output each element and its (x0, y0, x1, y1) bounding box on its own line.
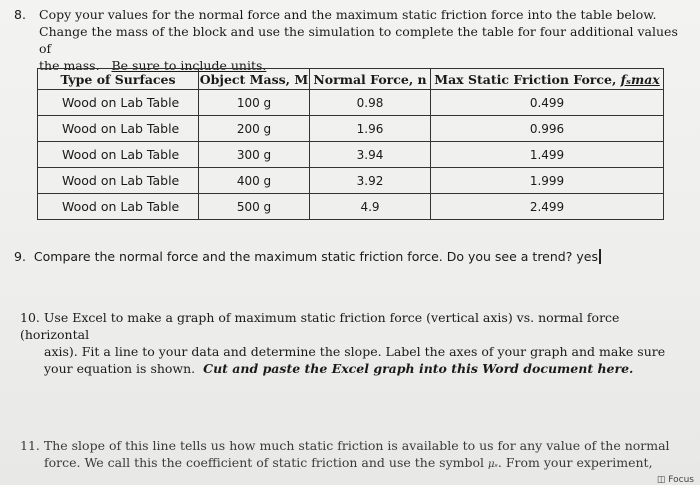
cell-mass[interactable]: 300 g (199, 142, 310, 168)
cell-surface[interactable]: Wood on Lab Table (38, 90, 199, 116)
question-9-number: 9. (14, 249, 26, 264)
cell-surface[interactable]: Wood on Lab Table (38, 142, 199, 168)
question-9 (14, 248, 690, 265)
cell-surface[interactable]: Wood on Lab Table (38, 116, 199, 142)
focus-mode-button[interactable] (657, 475, 694, 485)
cell-normal-force[interactable]: 0.98 (310, 90, 431, 116)
cell-friction[interactable]: 1.499 (431, 142, 664, 168)
data-table (37, 68, 664, 220)
question-11-number: 11. (20, 438, 40, 453)
cell-mass[interactable]: 400 g (199, 168, 310, 194)
table-row (38, 194, 664, 220)
question-10 (20, 309, 680, 377)
question-10-line-3 (20, 360, 680, 377)
question-11-text-2b: . From your experiment, (497, 455, 653, 470)
mu-symbol: μₛ (488, 459, 498, 470)
question-10-text-1: Use Excel to make a graph of maximum static friction force (vertical axis) vs. normal force (horizontal (20, 310, 620, 342)
table-row (38, 90, 664, 116)
cell-normal-force[interactable]: 1.96 (310, 116, 431, 142)
question-10-text-3: your equation is shown. (44, 361, 196, 376)
cell-surface[interactable]: Wood on Lab Table (38, 168, 199, 194)
table-row (38, 142, 664, 168)
header-friction-symbol: fₛmax (620, 71, 660, 87)
question-8-line-3b: Be sure to include units. (111, 58, 267, 73)
question-8-line-2: Change the mass of the block and use the simulation to complete the table for four additional values of (39, 24, 678, 56)
question-10-line-2: axis). Fit a line to your data and determine the slope. Label the axes of your graph and make sure (44, 344, 666, 359)
header-max-static-friction (431, 69, 664, 90)
question-8-line-3a: the mass. (39, 58, 100, 73)
question-8 (14, 6, 690, 74)
question-9-text: Compare the normal force and the maximum static friction force. Do you see a trend? (33, 249, 573, 264)
cell-mass[interactable]: 100 g (199, 90, 310, 116)
table-header-row (38, 69, 664, 90)
question-9-answer[interactable]: yes (576, 249, 601, 264)
question-11-line-1 (20, 437, 680, 454)
question-11-text-1: The slope of this line tells us how much static friction is available to us for any value of the normal (43, 438, 670, 453)
cell-friction[interactable]: 0.499 (431, 90, 664, 116)
cell-normal-force[interactable]: 3.94 (310, 142, 431, 168)
cell-friction[interactable]: 0.996 (431, 116, 664, 142)
question-8-line-1: Copy your values for the normal force and the maximum static friction force into the table below. (39, 7, 657, 22)
focus-icon: ◫ (656, 475, 666, 485)
question-10-number: 10. (20, 310, 40, 325)
header-mass: Object Mass, M (199, 69, 310, 90)
cell-mass[interactable]: 500 g (199, 194, 310, 220)
cell-mass[interactable]: 200 g (199, 116, 310, 142)
table-row (38, 116, 664, 142)
question-11-text-2a: force. We call this the coefficient of static friction and use the symbol (44, 455, 485, 470)
cell-normal-force[interactable]: 3.92 (310, 168, 431, 194)
focus-label: Focus (668, 475, 694, 485)
cell-friction[interactable]: 2.499 (431, 194, 664, 220)
question-10-emphasis: Cut and paste the Excel graph into this Word document here. (203, 361, 634, 376)
cell-friction[interactable]: 1.999 (431, 168, 664, 194)
question-8-number: 8. (14, 7, 26, 22)
question-10-line-1 (20, 309, 680, 343)
header-surface: Type of Surfaces (38, 69, 199, 90)
cell-normal-force[interactable]: 4.9 (310, 194, 431, 220)
cell-surface[interactable]: Wood on Lab Table (38, 194, 199, 220)
question-11 (20, 437, 680, 473)
table-row (38, 168, 664, 194)
question-11-line-2 (20, 454, 680, 473)
header-normal-force: Normal Force, n (310, 69, 431, 90)
header-friction-label: Max Static Friction Force, (434, 71, 617, 87)
